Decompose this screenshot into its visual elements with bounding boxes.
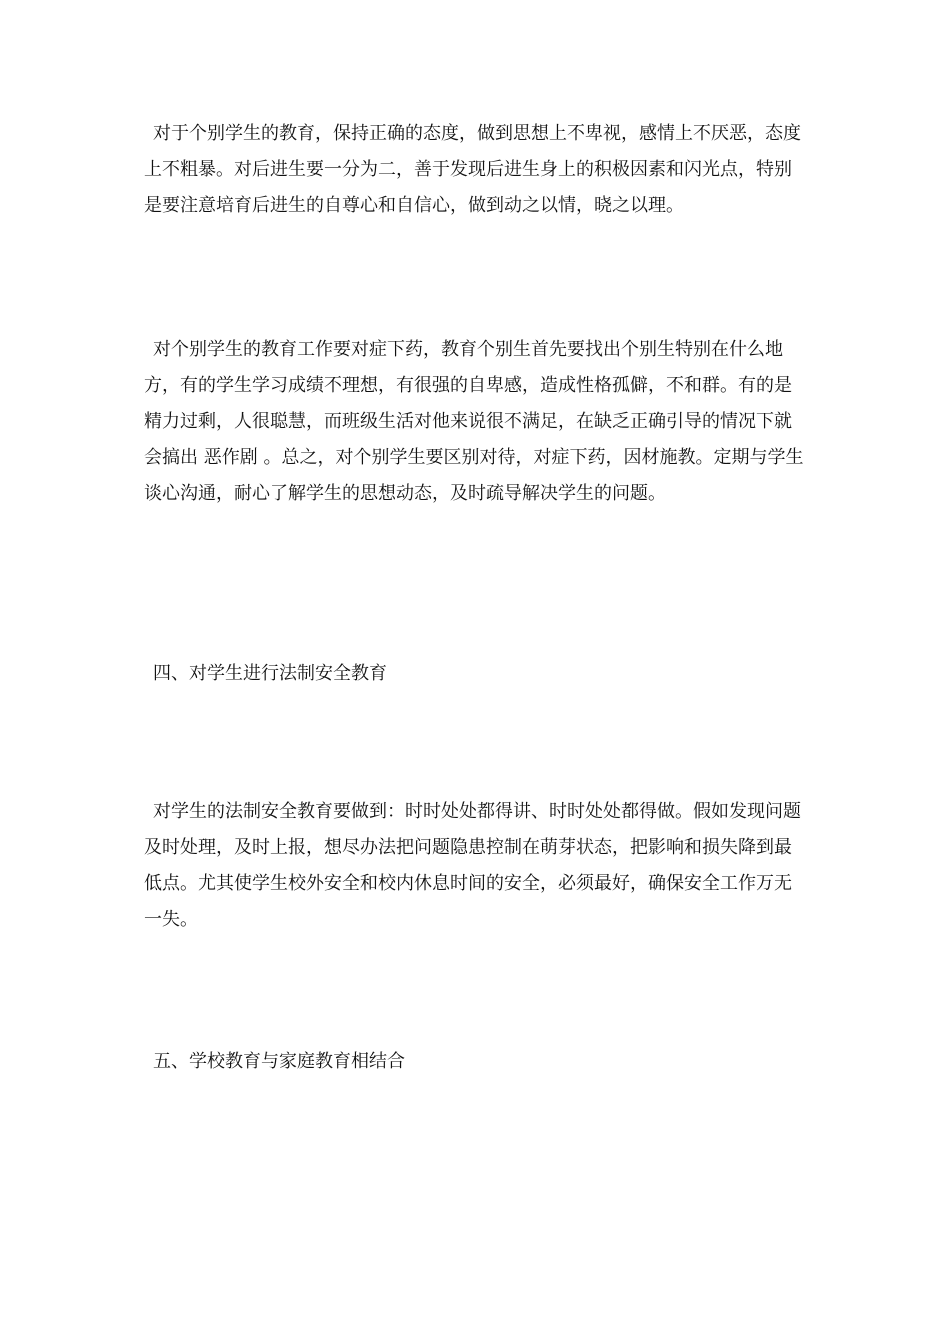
paragraph-individual-attitude: 对于个别学生的教育，保持正确的态度，做到思想上不卑视，感情上不厌恶，态度上不粗暴。对后进生要一分为二，善于发现后进生身上的积极因素和闪光点，特别是要注意培育后进生的自尊心和自信心，做到动之以情，晓之以理。 bbox=[144, 123, 801, 216]
paragraph-legal-safety: 对学生的法制安全教育要做到：时时处处都得讲、时时处处都得做。假如发现问题及时处理，及时上报，想尽办法把问题隐患控制在萌芽状态，把影响和损失降到最低点。尤其使学生校外安全和校内休息时间的安全，必须最好，确保安全工作万无一失。 bbox=[144, 801, 801, 930]
heading-legal-safety: 四、对学生进行法制安全教育 bbox=[153, 663, 387, 684]
paragraph-individual-methods: 对个别学生的教育工作要对症下药，教育个别生首先要找出个别生特别在什么地方，有的学生学习成绩不理想，有很强的自卑感，造成性格孤僻，不和群。有的是精力过剩，人很聪慧，而班级生活对他来说很不满足，在缺乏正确引导的情况下就会搞出 恶作剧 。总之，对个别学生要区别对待，对症下药，因材施教。定期与学生谈心沟通，耐心了解学生的思想动态，及时疏导解决学生的问题。 bbox=[144, 339, 804, 504]
heading-school-family: 五、学校教育与家庭教育相结合 bbox=[153, 1051, 405, 1072]
